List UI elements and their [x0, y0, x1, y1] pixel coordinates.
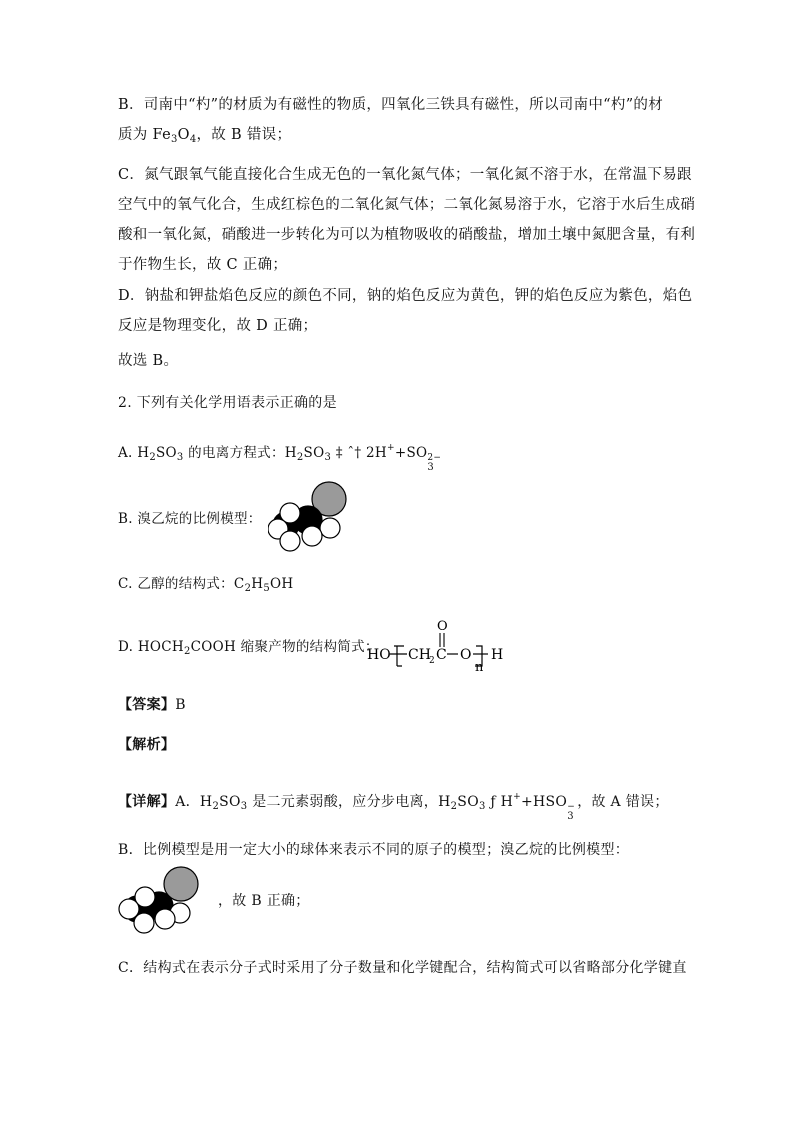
formula-o: O [460, 647, 472, 663]
equilibrium-arrow-garbled: ‡ ˆ† [331, 445, 367, 461]
conclusion: 故选 B。 [118, 353, 179, 369]
paragraph-c-line1: C．氮气跟氧气能直接化合生成无色的一氧化氮气体；一氧化氮不溶于水，在常温下易跟 [118, 167, 692, 183]
option-b: B. 溴乙烷的比例模型： [118, 511, 262, 527]
paragraph-c [118, 160, 696, 280]
detail-a: 【详解】A．$H_2SO_3$ 是二元素弱酸，应分步电离，$H_2SO_3$ ƒ H++HSO − 3 ，故 A 错误； [118, 792, 669, 822]
option-a: A. $H_2SO_3$ 的电离方程式：$H_2SO_3$ ‡ ˆ† 2H++SO 2− 3 [118, 443, 442, 473]
detail-c [118, 953, 698, 983]
detail-b-tail: ，故 B 正确； [218, 893, 310, 909]
detail-c-line1: C．结构式在表示分子式时采用了分子数量和化学键配合，结构简式可以省略部分化学键直 [118, 960, 687, 976]
paragraph-c-line4: 于作物生长，故 C 正确； [118, 257, 288, 273]
formula-ch: CH [408, 647, 431, 663]
paragraph-b-line1: B．司南中“杓”的材质为有磁性的物质，四氧化三铁具有磁性，所以司南中“杓”的材 [118, 97, 664, 113]
formula-o-top: O [437, 619, 448, 634]
formula-h: H [491, 647, 504, 663]
paragraph-d-line2: 反应是物理变化，故 D 正确； [118, 318, 318, 334]
paragraph-b-line2: 质为 $Fe_3O_4$，故 B 错误； [118, 127, 292, 145]
answer-line [118, 690, 678, 720]
polymer-structure-formula [366, 614, 516, 674]
formula-c: C [436, 647, 447, 663]
formula-ho: HO [367, 647, 391, 663]
bromoethane-model-detail-b [117, 865, 207, 937]
analysis-label: 【解析】 [118, 737, 176, 753]
answer-value: B [175, 697, 186, 713]
paragraph-b [118, 90, 678, 155]
option-d: D. $HOCH_2COOH$ 缩聚产物的结构简式： [118, 639, 379, 657]
question-stem: 2. 下列有关化学用语表示正确的是 [118, 395, 337, 411]
formula-n: n [475, 660, 484, 674]
detail-b-line1: B．比例模型是用一定大小的球体来表示不同的原子的模型；溴乙烷的比例模型： [118, 842, 630, 858]
option-c: C. 乙醇的结构式：$C_2H_5OH$ [118, 576, 294, 594]
paragraph-c-line2: 空气中的氧气化合，生成红棕色的二氧化氮气体；二氧化氮易溶于水，它溶于水后生成硝 [118, 197, 696, 213]
answer-label: 【答案】 [118, 697, 176, 713]
bromoethane-model-option-b [268, 480, 358, 555]
formula-ch-sub: 2 [429, 656, 435, 666]
equilibrium-arrow-garbled-2: ƒ [485, 794, 501, 810]
paragraph-d [118, 281, 693, 341]
detail-b [118, 835, 698, 865]
paragraph-d-line1: D．钠盐和钾盐焰色反应的颜色不同，钠的焰色反应为黄色，钾的焰色反应为紫色，焰色 [118, 288, 693, 304]
detail-label: 【详解】 [118, 794, 176, 810]
paragraph-c-line3: 酸和一氧化氮，硝酸进一步转化为可以为植物吸收的硝酸盐，增加土壤中氮肥含量，有利 [118, 227, 696, 243]
